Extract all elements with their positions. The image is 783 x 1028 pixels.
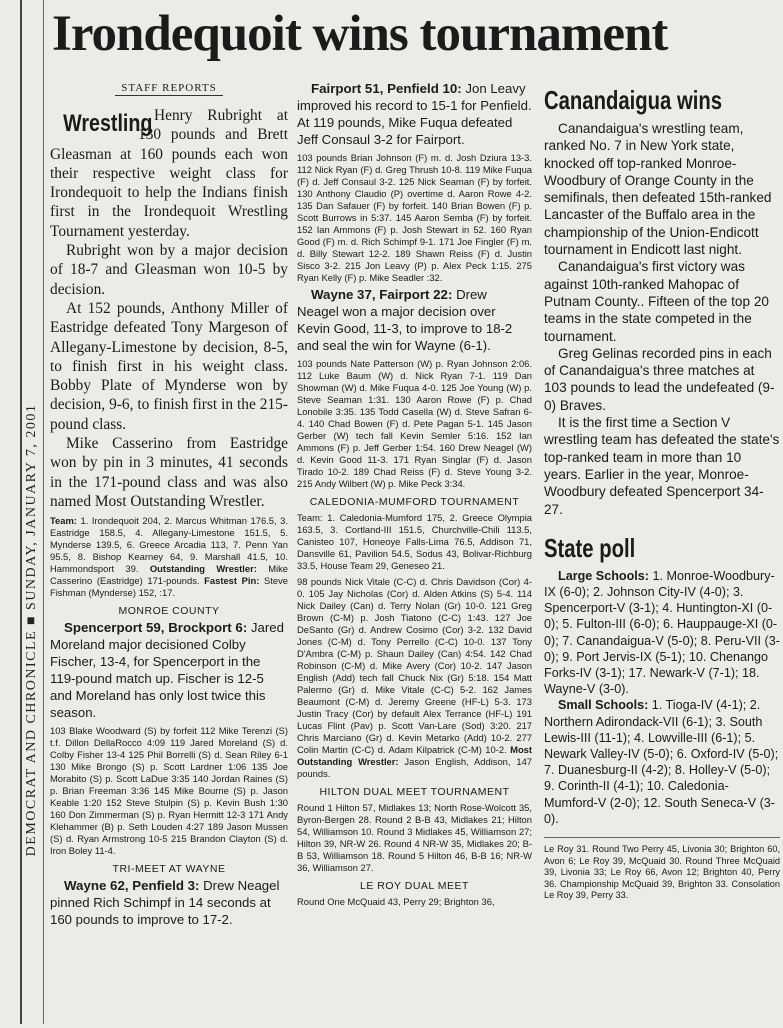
canandaigua-paragraph-2: Canandaigua's first victory was against 10th-ranked Mahopac of Putnam County.. Fifteen of the top 20 teams in the state competed in the tournament.	[544, 259, 769, 344]
fairport-penfield-article	[297, 80, 532, 148]
caledonia-team-results: Team: 1. Caledonia-Mumford 175, 2. Greece Olympia 163.5, 3. Cortland-III 151.5, Churchville-Chili 113.5, Canisteo 107, Honeoye Falls-Lima 76.5, Addison 71, Dansville 61, Pavilion 54.5, Sodus 43, Bolivar-Richburg 33.5, House Team 29, Geneseo 21.	[297, 512, 532, 571]
column-2	[297, 80, 532, 1024]
spencerport-brockport-article	[50, 619, 288, 721]
wayne-penfield-headline: Wayne 62, Penfield 3:	[64, 878, 200, 894]
column-3-divider	[544, 837, 780, 838]
column-1	[50, 80, 288, 1024]
fairport-penfield-body: Jon Leavy improved his record to 15-1 for Penfield. At 119 pounds, Mike Fuqua defeated Jeff Consaul 3-2 for Fairport.	[297, 81, 532, 147]
inner-border-rule	[43, 0, 44, 1024]
column-3	[544, 84, 780, 1028]
caledonia-mow-text: Jason English, Addison, 147 pounds.	[297, 756, 532, 779]
irondequoit-team-results	[50, 515, 288, 599]
fairport-penfield-headline: Fairport 51, Penfield 10:	[311, 81, 462, 96]
byline	[50, 82, 288, 96]
wayne-fairport-headline: Wayne 37, Fairport 22:	[311, 287, 453, 302]
wayne-fairport-body: Drew Neagel won a major decision over Kevin Good, 11-3, to improve to 18-2 and seal the win for Wayne (6-1).	[297, 287, 513, 353]
team-label: Team:	[50, 515, 77, 527]
team-results-text: 1. Irondequoit 204, 2. Marcus Whitman 176.5, 3. Eastridge 158.5, 4. Allegany-Limestone 151.5, 5. Mynderse 139.5, 6. Greece Arcadia 113, 7. Penn Yan 95.5, 8. Bishop Kearney 64, 9. Marshall 41.5, 10. Hammondsport 39.	[50, 515, 288, 575]
state-poll-headline: State poll	[544, 532, 636, 563]
fairport-penfield-results: 103 pounds Brian Johnson (F) m. d. Josh Dziura 13-3. 112 Nick Ryan (F) d. Greg Thrush 10-8. 119 Mike Fuqua (F) d. Jeff Consaul 3-2. 125 Nick Seaman (F) by forfeit. 130 Anthony Claudio (P) overtime d. Aaron Rowe 4-2. 135 Dan Safauer (F) by forfeit. 140 Brian Bowen (F) p. Scott Burrows in 5:37. 145 Aaron Semba (F) by forfeit. 152 Ian Ammons (F) p. Josh Stewart in 52. 160 Ryan Good (F) m. d. Rich Schimpf 9-1. 171 Joe Fingler (F) m. d. Billy Stewart 12-2. 189 Shawn Reiss (F) d. Justin Sisco 3-2. 215 Jon Leavy (P) p. Alex Peck 1:15. 275 Ryan Kelly (F) p. Mike Seadler :32.	[297, 152, 532, 283]
wrestling-kicker: Wrestling	[63, 110, 153, 137]
lead-paragraph-2: Rubright won by a major decision of 18-7 and Gleasman won 10-5 by decision.	[50, 242, 288, 298]
hilton-section: HILTON DUAL MEET TOURNAMENT	[319, 786, 510, 798]
wayne-penfield-article	[50, 877, 288, 928]
small-schools-text: 1. Tioga-IV (4-1); 2. Northern Adirondack-VII (6-1); 3. South Lewis-III (11-1); 4. Lowville-III (6-1); 5. Newark Valley-IV (5-0); 6. Oxford-IV (5-0); 7. Duanesburg-II (4-2); 8. Holley-V (5-0); 9. Corinth-II (4-1); 10. Caledonia-Mumford-V (2-0); 12. South Seneca-V (3-0).	[544, 698, 779, 826]
monroe-county-section: MONROE COUNTY	[118, 605, 220, 618]
large-schools-text: 1. Monroe-Woodbury-IX (6-0); 2. Johnson City-IV (4-0); 3. Spencerport-V (3-1); 4. Huntington-XI (0-0); 5. Fulton-III (6-0); 6. Hauppauge-XI (0-0); 7. Canandaigua-V (5-0); 8. Peru-VII (3-0); 9. Port Jervis-IX (5-1); 10. Chenango Forks-IV (3-1); 17. Newark-V (7-1); 18. Wayne-V (3-0).	[544, 568, 780, 697]
fastest-pin-text: Steve Fishman (Mynderse) 152, :17.	[50, 575, 288, 599]
page-dateline: DEMOCRAT AND CHRONICLE ■ SUNDAY, JANUARY 7, 2001	[24, 403, 39, 857]
leroy-section: LE ROY DUAL MEET	[360, 880, 469, 892]
spencerport-brockport-headline: Spencerport 59, Brockport 6:	[64, 620, 248, 636]
byline-text: STAFF REPORTS	[115, 82, 223, 96]
canandaigua-paragraph-3: Greg Gelinas recorded pins in each of Canandaigua's three matches at 103 pounds to lead the undefeated (9-0) Braves.	[544, 345, 775, 413]
caledonia-results-text: 98 pounds Nick Vitale (C-C) d. Chris Davidson (Cor) 4-0. 105 Jay Nicholas (Cor) d. Alden Atkins (S) 5-4. 114 Nick Dailey (Can) d. Terry Nolan (Gr) 10-0. 121 Greg Brown (C-M) p. Josh Tiatono (C-C) 1:43. 127 Joe DeSanto (Gr) d. Andrew Cosimo (Cor) 3-2. 132 David Jones (C-M) d. Tony Perrello (C-C) 10-0. 137 Tony D'Ambra (C-M) p. Shaun Dailey (Can) 4:54. 142 Chad Robinson (C-M) d. Mike Avery (Cor) 10-2. 147 Jason English (Add) tech fall Chuck Nix (Gr) 5:18. 154 Matt Palermo (Gr) d. Mike Vitale (C-C) 5-2. 162 James Beaumont (C-M) d. Jeremy Greene (HF-L) 5-3. 173 Justin Tracy (Cor) by default Alex Terrance (HF-L) 191 Lucas Flint (Pav) p. Scott Van-Lare (Sod) 3:20. 217 Chris Marciano (Gr) d. Kevin Metarko (Add) 10-2. 277 Colin Martin (C-C) d. Adam Kilpatrick (C-M) 10-2.	[297, 576, 532, 755]
caledonia-section: CALEDONIA-MUMFORD TOURNAMENT	[309, 496, 520, 508]
lead-paragraph-1	[50, 106, 288, 241]
hilton-results: Round 1 Hilton 57, Midlakes 13; North Rose-Wolcott 35, Byron-Bergen 28. Round 2 B-B 43, Midlakes 21; Hilton 54, Williamson 10. Round 3 Midlakes 45, Williamson 27; Hilton 39, NR-W 26. Round 4 NR-W 35, Midlakes 20; B-B 53, Williamson 18. Round 5 Hilton 46, B-B 16; NR-W 36, Williamson 27.	[297, 802, 532, 873]
large-schools-label: Large Schools:	[558, 568, 649, 583]
fastest-pin-label: Fastest Pin:	[204, 575, 260, 587]
caledonia-mow-label: Most Outstanding Wrestler:	[297, 744, 532, 767]
spencerport-brockport-body: Jared Moreland major decisioned Colby Fischer, 13-4, for Spencerport in the 119-pound match up. Fischer is 12-5 and Moreland has only lost twice this season.	[50, 620, 284, 721]
lead-paragraph-1-text: Henry Rubright at 130 pounds and Brett Gleasman at 160 pounds each won their respective weight class for Irondequoit to help the Indians finish first in the Irondequoit Wrestling Tournament yesterday.	[50, 107, 288, 240]
spencerport-brockport-results: 103 Blake Woodward (S) by forfeit 112 Mike Terenzi (S) t.f. Dillon DellaRocco 4:09 119 Jared Moreland (S) d. Colby Fisher 13-4 125 Phil Borrelli (S) d. Sean Riley 6-1 130 Mike Brongo (S) p. Scott Lardner 1:06 135 Joe Morabito (S) p. Scott LaDue 3:35 140 Jordan Raines (S) p. Brian Freeman 3:36 145 Mike Bourne (S) p. Jason Keable 1:20 152 Steve Stulpin (S) p. Kevin Bush 1:30 160 Don Zimmerman (S) p. Ryan Hermitt 12-3 171 Andy Klehammer (B) p. Seth Louden 4:27 189 Jason Mussen (S) d. Ryan Armstrong 10-5 215 Brandon Clayton (S) d. Iron Boley 11-4.	[50, 725, 288, 857]
trimeet-section: TRI-MEET AT WAYNE	[112, 863, 226, 876]
page-headline: Irondequoit wins tournament	[52, 6, 668, 62]
canandaigua-headline: Canandaigua wins	[544, 85, 723, 115]
wayne-penfield-body: Drew Neagel pinned Rich Schimpf in 14 seconds at 160 pounds to improve to 17-2.	[50, 878, 280, 928]
wayne-fairport-article	[297, 286, 532, 354]
canandaigua-paragraph-4: It is the first time a Section V wrestling team has defeated the state's top-ranked team in more than 10 years. Earlier in the year, Monroe-Woodbury defeated Spencerport 34-27.	[544, 415, 780, 517]
lead-paragraph-3: At 152 pounds, Anthony Miller of Eastridge defeated Tony Margeson of Allegany-Limestone by decision, 8-5, to finish first in his weight class. Bobby Plate of Mynderse won by decision, 9-6, to finish first in the 215-pound class.	[50, 299, 288, 433]
state-poll	[544, 568, 780, 827]
leroy-results-start: Round One McQuaid 43, Perry 29; Brighton 36,	[297, 896, 495, 907]
leroy-results-continued: Le Roy 31. Round Two Perry 45, Livonia 30; Brighton 60, Avon 6; Le Roy 39, McQuaid 30. Round Three McQuaid 39, Livonia 33; Le Roy 66, Avon 12; Brighton 40, Perry 36. Championship McQuaid 39, Brighton 33. Consolation Le Roy 39, Perry 33.	[544, 844, 780, 901]
wayne-fairport-results: 103 pounds Nate Patterson (W) p. Ryan Johnson 2:06. 112 Luke Baum (W) d. Nick Ryan 7-1. 119 Dan Showman (W) d. Mike Fuqua 4-0. 125 Joe Young (W) p. Steve Seaman 1:31. 130 Aaron Rowe (F) p. Chad Lonobile 3:35. 135 Todd Casella (W) d. Steve Safran 6-4. 140 Chad Bowen (F) d. Pete Pagan 5-1. 145 Jason Gerber (W) tech fall Kevin Semler 5:16. 152 Ian Ammons (F) p. Jeff Gerber 1:54. 160 Drew Neagel (W) d. Kevin Good 11-3. 171 Ryan Singlar (F) d. Jason Tirado 10-2. 189 Chad Reiss (F) d. Steve Young 3-2. 215 Andy Wilbert (W) p. Mike Peck 3:34.	[297, 358, 532, 489]
outstanding-wrestler-text: Mike Casserino (Eastridge) 171-pounds.	[50, 563, 288, 587]
left-border-rule	[20, 0, 22, 1024]
lead-paragraph-4: Mike Casserino from Eastridge won by pin in 3 minutes, 41 seconds in the 171-pound class and was also named Most Outstanding Wrestler.	[50, 435, 288, 510]
lead-article	[50, 106, 288, 511]
canandaigua-article	[544, 120, 780, 518]
canandaigua-paragraph-1: Canandaigua's wrestling team, ranked No. 7 in New York state, knocked off top-ranked Monroe-Woodbury of Orange County in the semifinals, then defeated 15th-ranked Lancaster of the Buffalo area in the championship of the Union-Endicott tournament in Endicott last night.	[544, 121, 772, 258]
caledonia-results	[297, 576, 532, 780]
small-schools-label: Small Schools:	[558, 698, 649, 713]
outstanding-wrestler-label: Outstanding Wrestler:	[149, 563, 257, 575]
